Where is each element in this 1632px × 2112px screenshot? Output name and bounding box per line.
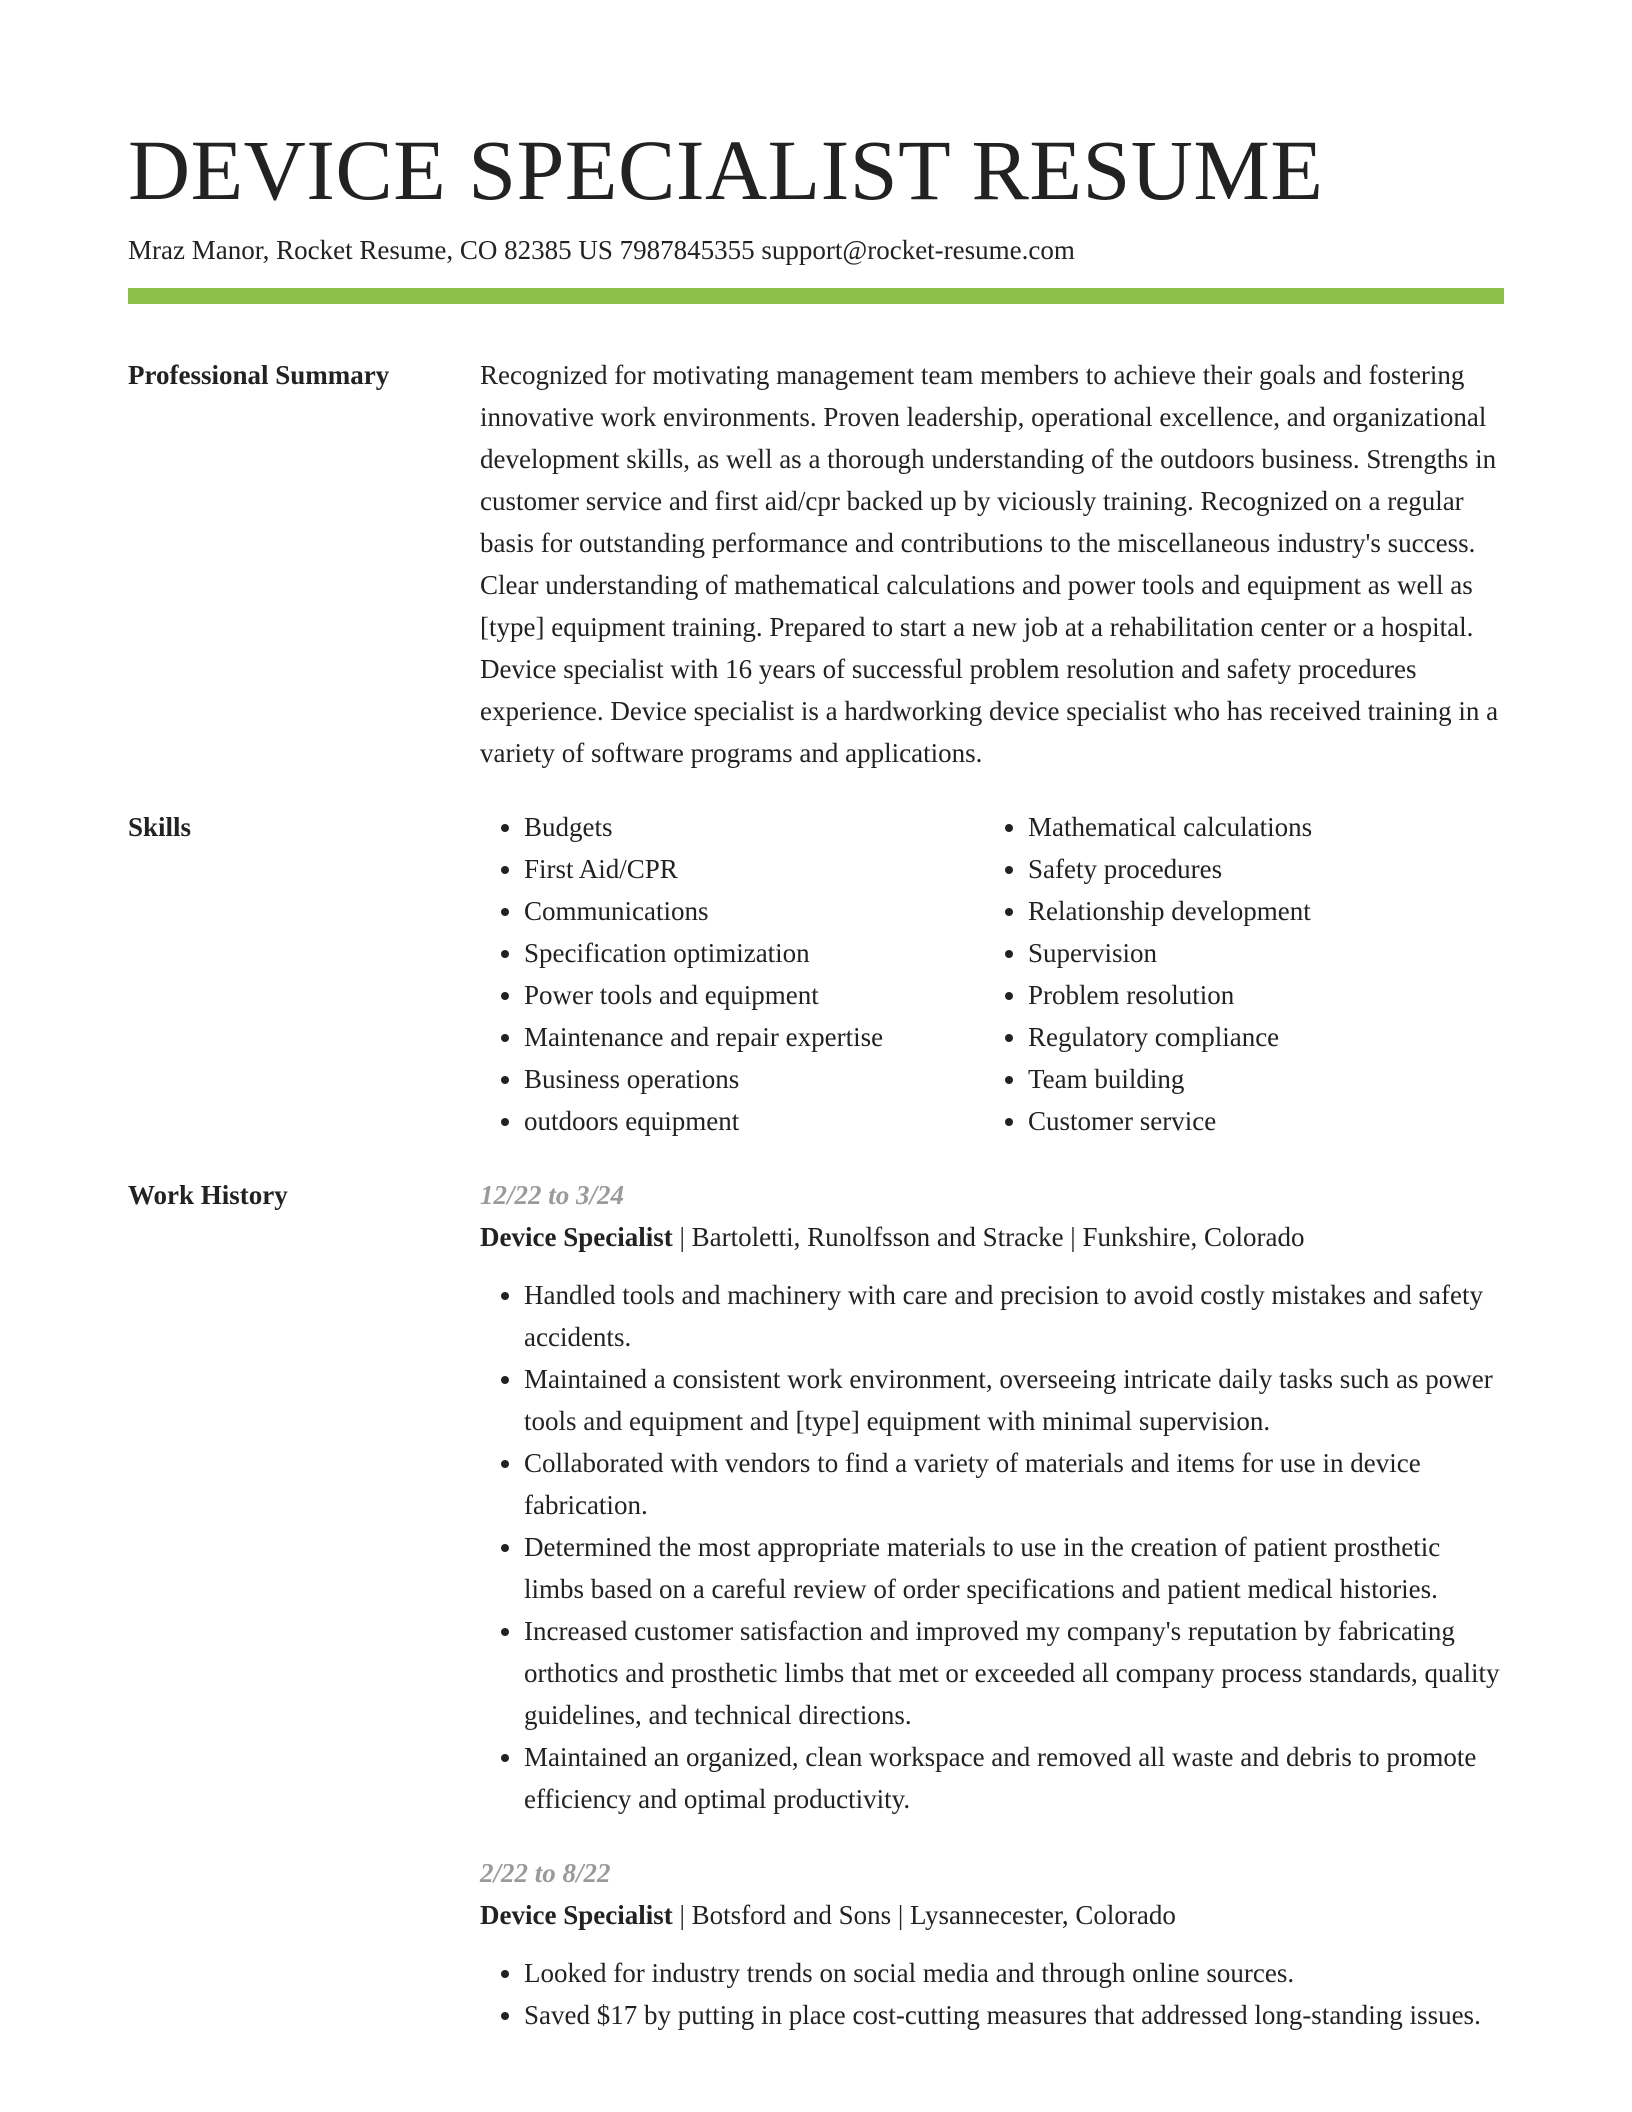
- job-duties-list: [480, 1274, 1504, 1820]
- skill-item: • Problem resolution: [1028, 974, 1488, 1016]
- job-duty: • Handled tools and machinery with care and precision to avoid costly mistakes and safety accidents.: [524, 1274, 1504, 1358]
- resume-page: [128, 120, 1504, 2036]
- skill-item: • Customer service: [1028, 1100, 1488, 1142]
- job-duty: • Maintained a consistent work environment, overseeing intricate daily tasks such as power tools and equipment and [type] equipment with minimal supervision.: [524, 1358, 1504, 1442]
- job-title: Device Specialist: [480, 1900, 673, 1930]
- skill-item: • Regulatory compliance: [1028, 1016, 1488, 1058]
- resume-title: DEVICE SPECIALIST RESUME: [128, 122, 1324, 218]
- skill-item: • First Aid/CPR: [524, 848, 984, 890]
- skills-column-right: [984, 806, 1488, 1142]
- job-entry: [480, 1174, 1504, 1820]
- skill-item: • Budgets: [524, 806, 984, 848]
- section-label-work-history: Work History: [128, 1180, 288, 1210]
- job-duty: • Looked for industry trends on social media and through online sources.: [524, 1952, 1504, 1994]
- skill-item: • Power tools and equipment: [524, 974, 984, 1016]
- job-dates: 2/22 to 8/22: [480, 1858, 611, 1888]
- work-history-section: [128, 1174, 1504, 2036]
- job-duty: • Increased customer satisfaction and improved my company's reputation by fabricating orthotics and prosthetic limbs that met or exceeded all company process standards, quality guidelines, and technical directions.: [524, 1610, 1504, 1736]
- contact-line: Mraz Manor, Rocket Resume, CO 82385 US 7987845355 support@rocket-resume.com: [128, 235, 1075, 265]
- accent-divider: [128, 288, 1504, 304]
- skills-section: [128, 806, 1504, 1142]
- job-duty: • Collaborated with vendors to find a variety of materials and items for use in device fabrication.: [524, 1442, 1504, 1526]
- skill-item: • Communications: [524, 890, 984, 932]
- job-heading: [480, 1894, 1504, 1936]
- job-duty: • Maintained an organized, clean workspace and removed all waste and debris to promote efficiency and optimal productivity.: [524, 1736, 1504, 1820]
- job-duty: • Saved $17 by putting in place cost-cutting measures that addressed long-standing issues.: [524, 1994, 1504, 2036]
- job-duty: • Determined the most appropriate materials to use in the creation of patient prosthetic limbs based on a careful review of order specifications and patient medical histories.: [524, 1526, 1504, 1610]
- skill-item: • Maintenance and repair expertise: [524, 1016, 984, 1058]
- skills-list-right: [984, 806, 1488, 1142]
- job-employer-location: | Botsford and Sons | Lysannecester, Colorado: [672, 1900, 1176, 1930]
- skill-item: • Mathematical calculations: [1028, 806, 1488, 848]
- job-title: Device Specialist: [480, 1222, 673, 1252]
- skill-item: • outdoors equipment: [524, 1100, 984, 1142]
- skills-column-left: [480, 806, 984, 1142]
- section-label-summary: Professional Summary: [128, 360, 390, 390]
- work-history-body: [480, 1174, 1504, 2036]
- job-duties-list: [480, 1952, 1504, 2036]
- job-heading: [480, 1216, 1504, 1258]
- skill-item: • Safety procedures: [1028, 848, 1488, 890]
- skill-item: • Supervision: [1028, 932, 1488, 974]
- skill-item: • Specification optimization: [524, 932, 984, 974]
- summary-text: Recognized for motivating management team members to achieve their goals and fostering innovative work environments. Proven leadership, operational excellence, and organizational development skills, as well as a thorough understanding of the outdoors business. Strengths in customer service and first aid/cpr backed up by viciously training. Recognized on a regular basis for outstanding performance and contributions to the miscellaneous industry's success. Clear understanding of mathematical calculations and power tools and equipment as well as [type] equipment training. Prepared to start a new job at a rehabilitation center or a hospital. Device specialist with 16 years of successful problem resolution and safety procedures experience. Device specialist is a hardworking device specialist who has received training in a variety of software programs and applications.: [480, 360, 1499, 768]
- skill-item: • Relationship development: [1028, 890, 1488, 932]
- summary-body: [480, 354, 1504, 774]
- skill-item: • Team building: [1028, 1058, 1488, 1100]
- skill-item: • Business operations: [524, 1058, 984, 1100]
- job-entry: [480, 1852, 1504, 2036]
- skills-list-left: [480, 806, 984, 1142]
- job-employer-location: | Bartoletti, Runolfsson and Stracke | Funkshire, Colorado: [672, 1222, 1305, 1252]
- section-label-skills: Skills: [128, 812, 192, 842]
- professional-summary-section: [128, 354, 1504, 774]
- job-dates: 12/22 to 3/24: [480, 1180, 625, 1210]
- skills-columns: [480, 806, 1504, 1142]
